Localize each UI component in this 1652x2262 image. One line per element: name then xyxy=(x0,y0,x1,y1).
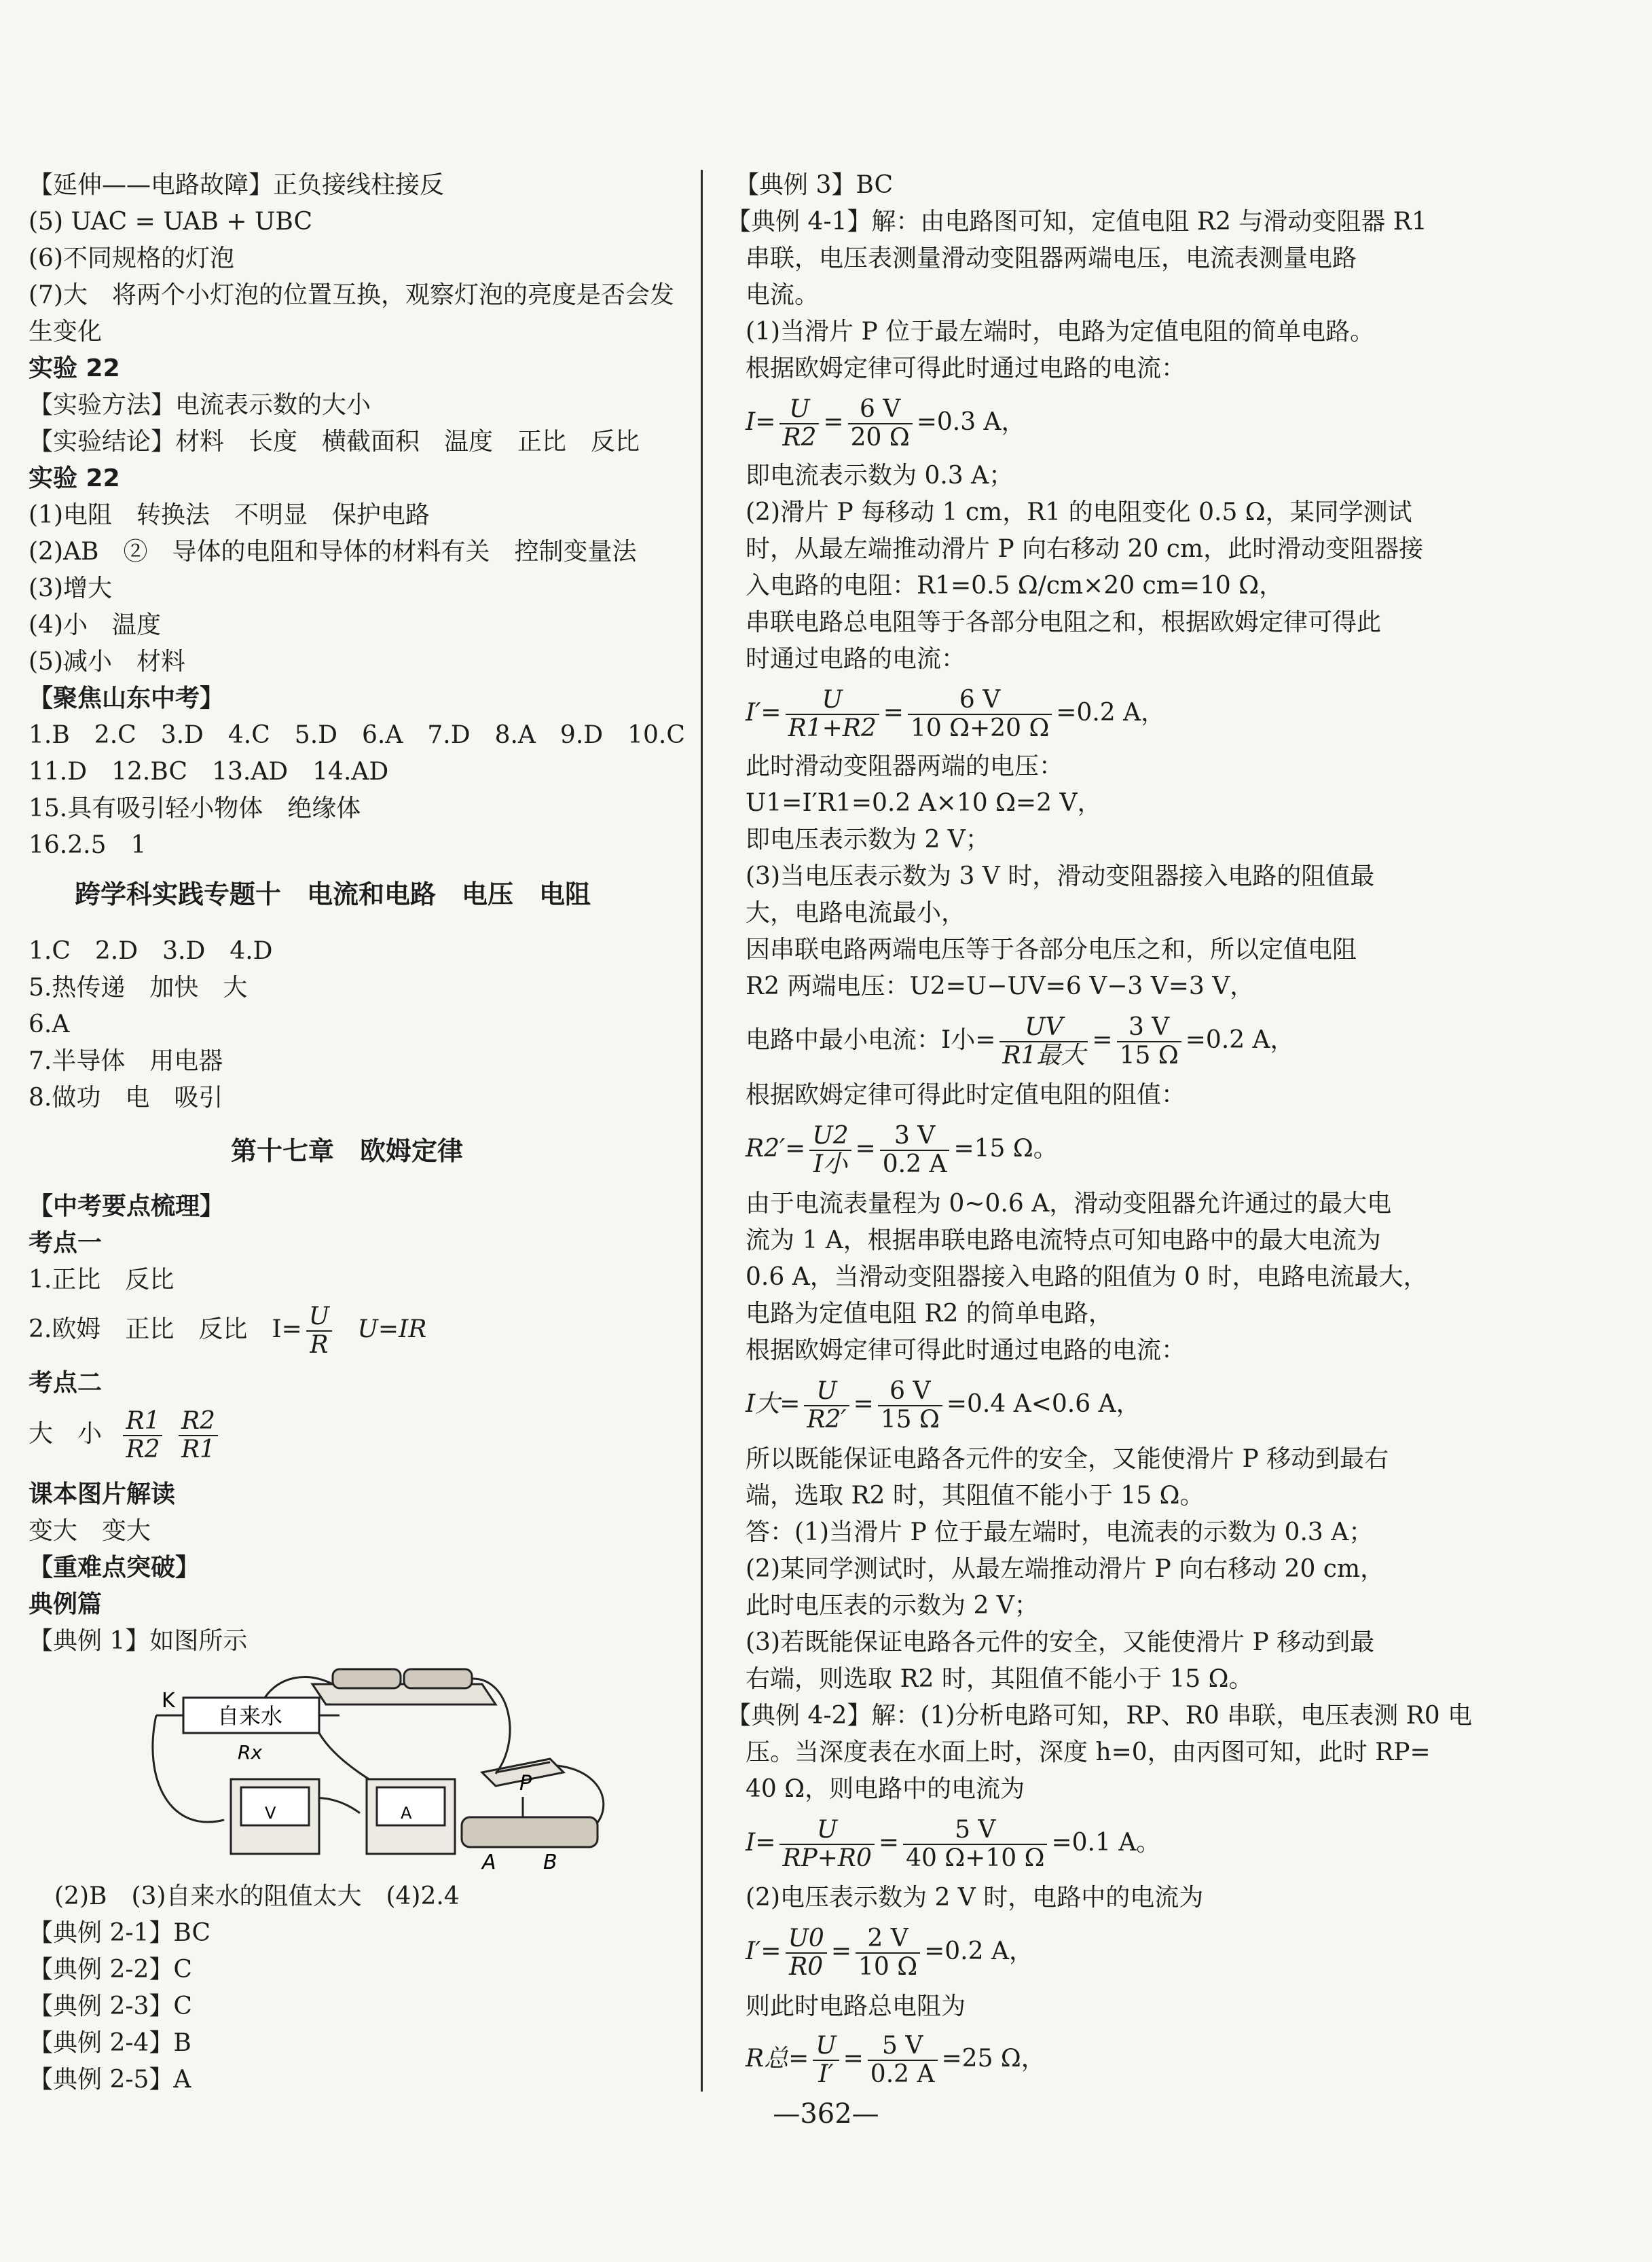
text-line: 端，选取 R2 时，其阻值不能小于 15 Ω。 xyxy=(746,1482,1205,1510)
text-line: R2 两端电压：U2=U−UV=6 V−3 V=3 V， xyxy=(746,972,1255,1000)
circuit-figure xyxy=(143,1657,659,1874)
label-a: A xyxy=(482,1850,496,1874)
text-span: 2.欧姆 正比 反比 I= xyxy=(29,1315,302,1343)
text-line: (5)减小 材料 xyxy=(29,648,185,676)
fraction xyxy=(179,1408,218,1463)
denominator: R2′ xyxy=(807,1406,847,1434)
text-span: =0.3 A， xyxy=(916,408,1026,436)
text-line: (2)电压表示数为 2 V 时，电路中的电流为 xyxy=(746,1884,1204,1912)
denominator: 0.2 A xyxy=(882,1150,947,1178)
numerator: U xyxy=(813,2032,839,2061)
text-span: =0.4 A<0.6 A， xyxy=(946,1390,1141,1418)
denominator: 10 Ω xyxy=(858,1953,918,1981)
label-amp: A xyxy=(401,1804,412,1823)
numerator: UV xyxy=(999,1014,1088,1042)
text-span: I′= xyxy=(746,699,782,727)
text-span: R总= xyxy=(746,2045,809,2073)
text-line: 答：(1)当滑片 P 位于最左端时，电流表的示数为 0.3 A； xyxy=(746,1518,1374,1546)
formula-line: R总= $\frac{U}{I'}$ = $\frac{5 V}{0.2 A}$ =25 Ω， xyxy=(746,2032,1046,2088)
text-line: 根据欧姆定律可得此时通过电路的电流： xyxy=(746,354,1186,382)
fraction xyxy=(306,1303,332,1359)
rheostat xyxy=(462,1817,598,1847)
text-line: (4)小 温度 xyxy=(29,611,161,639)
text-span: =25 Ω， xyxy=(941,2045,1046,2073)
label-p: P xyxy=(519,1772,532,1795)
denominator: RP+R0 xyxy=(782,1844,872,1872)
text-span: =0.2 A， xyxy=(1056,699,1166,727)
fraction xyxy=(1117,1014,1181,1070)
section-heading: 实验 22 xyxy=(29,464,120,492)
text-line: 此时电压表的示数为 2 V； xyxy=(746,1592,1039,1620)
denominator: I′ xyxy=(818,2060,834,2088)
formula-line: I大= $\frac{U}{R2'}$ = $\frac{6 V}{15 \Omega}$ =0.4 A<0.6 A， xyxy=(746,1377,1141,1434)
denominator: R1+R2 xyxy=(788,714,877,742)
text-line: 【典例 3】BC xyxy=(735,171,894,199)
section-heading: 【重难点突破】 xyxy=(29,1554,200,1582)
answer-line: 1.正比 反比 xyxy=(29,1266,175,1294)
label-k: K xyxy=(162,1689,175,1713)
fraction xyxy=(813,2032,839,2088)
fraction xyxy=(848,396,913,452)
chapter-title: 第十七章 欧姆定律 xyxy=(231,1136,464,1166)
text-line: (1)当滑片 P 位于最左端时，电路为定值电阻的简单电路。 xyxy=(746,318,1375,346)
fraction xyxy=(903,1817,1047,1872)
fraction xyxy=(804,1378,849,1434)
answer-line: 1.C 2.D 3.D 4.D xyxy=(29,937,273,965)
text-line: 时，从最左端推动滑片 P 向右移动 20 cm，此时滑动变阻器接 xyxy=(746,535,1424,563)
text-line: 串联，电压表测量滑动变阻器两端电压，电流表测量电路 xyxy=(746,244,1357,272)
answer-line: 【典例 2-3】C xyxy=(29,1992,192,2020)
text-span: =0.1 A。 xyxy=(1051,1829,1161,1857)
denominator: 20 Ω xyxy=(850,424,910,452)
answer-line-formula xyxy=(29,1406,222,1463)
formula: U=IR xyxy=(357,1315,427,1343)
numerator: U xyxy=(786,687,879,715)
denominator: R xyxy=(310,1331,329,1359)
answer-line: (2)B (3)自来水的阻值太大 (4)2.4 xyxy=(54,1882,460,1910)
label-v: V xyxy=(265,1804,276,1823)
text-line: 【典例 4-1】解：由电路图可知，定值电阻 R2 与滑动变阻器 R1 xyxy=(727,208,1427,236)
section-heading: 考点二 xyxy=(29,1369,103,1397)
text-line: (3)增大 xyxy=(29,574,112,602)
formula-line: I′= $\frac{U0}{R0}$ = $\frac{2 V}{10 \Omega}$ =0.2 A， xyxy=(746,1924,1033,1981)
text-line: 电流。 xyxy=(746,281,820,309)
numerator: 6 V xyxy=(908,687,1052,715)
numerator: 6 V xyxy=(848,396,913,424)
topic-title: 跨学科实践专题十 电流和电路 电压 电阻 xyxy=(75,879,591,909)
formula-line: 电路中最小电流：I小= $\frac{UV}{\text{R1最大}}$ = $\frac{3 V}{15 \Omega}$ =0.2 A， xyxy=(746,1013,1295,1070)
answer-line: 11.D 12.BC 13.AD 14.AD xyxy=(29,758,389,786)
fraction xyxy=(908,687,1052,742)
numerator: U xyxy=(306,1303,332,1332)
denominator: R2 xyxy=(782,424,817,452)
text-line: (2)某同学测试时，从最左端推动滑片 P 向右移动 20 cm， xyxy=(746,1555,1385,1583)
numerator: 5 V xyxy=(868,2032,938,2061)
fraction xyxy=(880,1123,950,1178)
text-line: 即电压表示数为 2 V； xyxy=(746,826,990,854)
formula-line: I= $\frac{U}{R2}$ = $\frac{6 V}{20 \Omega}$ =0.3 A， xyxy=(746,395,1026,452)
numerator: U2 xyxy=(809,1123,851,1151)
numerator: 3 V xyxy=(880,1123,950,1151)
text-line: (6)不同规格的灯泡 xyxy=(29,244,234,272)
section-heading: 【聚焦山东中考】 xyxy=(29,685,225,712)
text-line: 因串联电路两端电压等于各部分电压之和，所以定值电阻 xyxy=(746,936,1357,964)
fraction xyxy=(123,1408,162,1463)
text-line: 所以既能保证电路各元件的安全，又能使滑片 P 移动到最右 xyxy=(746,1445,1389,1473)
label-b: B xyxy=(543,1850,557,1874)
text-span: =15 Ω。 xyxy=(953,1135,1058,1163)
answer-line: 变大 变大 xyxy=(29,1517,151,1545)
text-line: (2)滑片 P 每移动 1 cm，R1 的电阻变化 0.5 Ω，某同学测试 xyxy=(746,498,1412,526)
answer-line: 7.半导体 用电器 xyxy=(29,1047,223,1075)
battery-cell-1 xyxy=(333,1669,401,1688)
label-rx: Rx xyxy=(238,1741,263,1764)
text-line: 大，电路电流最小， xyxy=(746,899,966,927)
text-line: 电路为定值电阻 R2 的简单电路， xyxy=(746,1300,1113,1328)
fraction xyxy=(786,1925,827,1981)
answer-line: 【典例 2-4】B xyxy=(29,2029,191,2057)
text-span: 电路中最小电流：I小= xyxy=(746,1026,996,1054)
text-line: (3)若既能保证电路各元件的安全，又能使滑片 P 移动到最 xyxy=(746,1628,1375,1656)
text-line: 则此时电路总电阻为 xyxy=(746,1992,966,2020)
fraction xyxy=(809,1123,851,1178)
fraction xyxy=(868,2032,938,2088)
answer-line: 【典例 1】如图所示 xyxy=(29,1627,248,1655)
text-span: =0.2 A， xyxy=(1185,1026,1295,1054)
text-line: 流为 1 A，根据串联电路电流特点可知电路中的最大电流为 xyxy=(746,1226,1381,1254)
text-span: I大= xyxy=(746,1390,801,1418)
answer-line: 【典例 2-1】BC xyxy=(29,1919,211,1947)
text-line: 压。当深度表在水面上时，深度 h=0，由丙图可知，此时 RP= xyxy=(746,1738,1431,1766)
text-line: (1)电阻 转换法 不明显 保护电路 xyxy=(29,501,430,529)
numerator: U0 xyxy=(786,1925,827,1954)
denominator: R2 xyxy=(126,1436,160,1463)
numerator: 3 V xyxy=(1117,1014,1181,1042)
denominator: 10 Ω+20 Ω xyxy=(910,714,1050,742)
text-span: I= xyxy=(746,408,776,436)
page-number: —362— xyxy=(773,2098,879,2130)
label-water: 自来水 xyxy=(217,1703,283,1729)
text-line: (5) UAC = UAB + UBC xyxy=(29,208,313,236)
text-line: 根据欧姆定律可得此时定值电阻的阻值： xyxy=(746,1081,1186,1109)
formula-line: I= $\frac{U}{RP+R0}$ = $\frac{5 V}{40 \Omega+10 \Omega}$ =0.1 A。 xyxy=(746,1816,1161,1872)
denominator: 0.2 A xyxy=(870,2060,935,2088)
text-line: 【实验结论】材料 长度 横截面积 温度 正比 反比 xyxy=(29,428,640,456)
numerator: U xyxy=(804,1378,849,1406)
fraction xyxy=(779,1817,875,1872)
fraction xyxy=(999,1014,1088,1070)
text-line: 【延伸——电路故障】正负接线柱接反 xyxy=(29,171,445,199)
formula-line: I′= $\frac{U}{R1+R2}$ = $\frac{6 V}{10 \Omega+20 \Omega}$ =0.2 A， xyxy=(746,686,1166,742)
denominator: R0 xyxy=(789,1953,824,1981)
text-line: 根据欧姆定律可得此时通过电路的电流： xyxy=(746,1336,1186,1364)
section-heading: 实验 22 xyxy=(29,354,120,382)
answer-line: 1.B 2.C 3.D 4.C 5.D 6.A 7.D 8.A 9.D 10.C xyxy=(29,721,685,749)
denominator: 15 Ω xyxy=(1119,1042,1179,1070)
formula-line: R2′= $\frac{U2}{\text{I小}}$ = $\frac{3 V}{0.2 A}$ =15 Ω。 xyxy=(746,1122,1058,1178)
text-line: 【实验方法】电流表示数的大小 xyxy=(29,391,371,419)
answer-line: 6.A xyxy=(29,1010,70,1038)
text-line: 右端，则选取 R2 时，其阻值不能小于 15 Ω。 xyxy=(746,1665,1253,1693)
text-line: 0.6 A，当滑动变阻器接入电路的阻值为 0 时，电路电流最大， xyxy=(746,1263,1428,1291)
text-line: (7)大 将两个小灯泡的位置互换，观察灯泡的亮度是否会发 xyxy=(29,281,674,309)
answer-line: 【典例 2-2】C xyxy=(29,1956,192,1984)
numerator: R1 xyxy=(123,1408,162,1436)
text-line: 入电路的电阻：R1=0.5 Ω/cm×20 cm=10 Ω， xyxy=(746,572,1284,600)
numerator: U xyxy=(779,1817,875,1845)
text-span: R2′= xyxy=(746,1135,806,1163)
answer-line: 【典例 2-5】A xyxy=(29,2066,191,2094)
text-line: 此时滑动变阻器两端的电压： xyxy=(746,752,1064,780)
denominator: R1 xyxy=(181,1436,215,1463)
numerator: R2 xyxy=(179,1408,218,1436)
text-line: 【典例 4-2】解：(1)分析电路可知，RP、R0 串联，电压表测 R0 电 xyxy=(727,1702,1473,1730)
text-line: U1=I′R1=0.2 A×10 Ω=2 V， xyxy=(746,789,1102,817)
text-span: =0.2 A， xyxy=(924,1937,1033,1965)
denominator: R1最大 xyxy=(1002,1042,1086,1070)
text-line: 生变化 xyxy=(29,318,103,346)
text-line: 串联电路总电阻等于各部分电阻之和，根据欧姆定律可得此 xyxy=(746,608,1382,636)
fraction xyxy=(878,1378,942,1434)
numerator: 5 V xyxy=(903,1817,1047,1845)
section-heading: 典例篇 xyxy=(29,1590,103,1618)
answer-line-formula xyxy=(29,1301,426,1359)
answer-line: 16.2.5 1 xyxy=(29,831,147,859)
numerator: 2 V xyxy=(856,1925,920,1954)
text-line: 时通过电路的电流： xyxy=(746,645,966,673)
fraction xyxy=(779,396,819,452)
text-line: 由于电流表量程为 0~0.6 A，滑动变阻器允许通过的最大电 xyxy=(746,1190,1392,1218)
text-span: I′= xyxy=(746,1937,782,1965)
text-span: I= xyxy=(746,1829,776,1857)
answer-line: 5.热传递 加快 大 xyxy=(29,974,248,1002)
text-line: 40 Ω，则电路中的电流为 xyxy=(746,1775,1025,1803)
section-heading: 课本图片解读 xyxy=(29,1480,176,1508)
fraction xyxy=(786,687,879,742)
answer-line: 8.做功 电 吸引 xyxy=(29,1084,223,1112)
text-span: 大 小 xyxy=(29,1420,103,1448)
text-line: (2)AB ② 导体的电阻和导体的材料有关 控制变量法 xyxy=(29,538,637,566)
column-divider xyxy=(701,170,703,2092)
text-line: 即电流表示数为 0.3 A； xyxy=(746,462,1014,490)
battery-cell-2 xyxy=(404,1669,472,1688)
answer-line: 15.具有吸引轻小物体 绝缘体 xyxy=(29,795,361,822)
numerator: 6 V xyxy=(878,1378,942,1406)
denominator: 40 Ω+10 Ω xyxy=(906,1844,1045,1872)
fraction xyxy=(856,1925,920,1981)
text-line: (3)当电压表示数为 3 V 时，滑动变阻器接入电路的阻值最 xyxy=(746,862,1375,890)
section-heading: 考点一 xyxy=(29,1229,103,1257)
section-heading: 【中考要点梳理】 xyxy=(29,1192,225,1220)
numerator: U xyxy=(779,396,819,424)
denominator: 15 Ω xyxy=(880,1406,940,1434)
denominator: I小 xyxy=(813,1150,848,1178)
